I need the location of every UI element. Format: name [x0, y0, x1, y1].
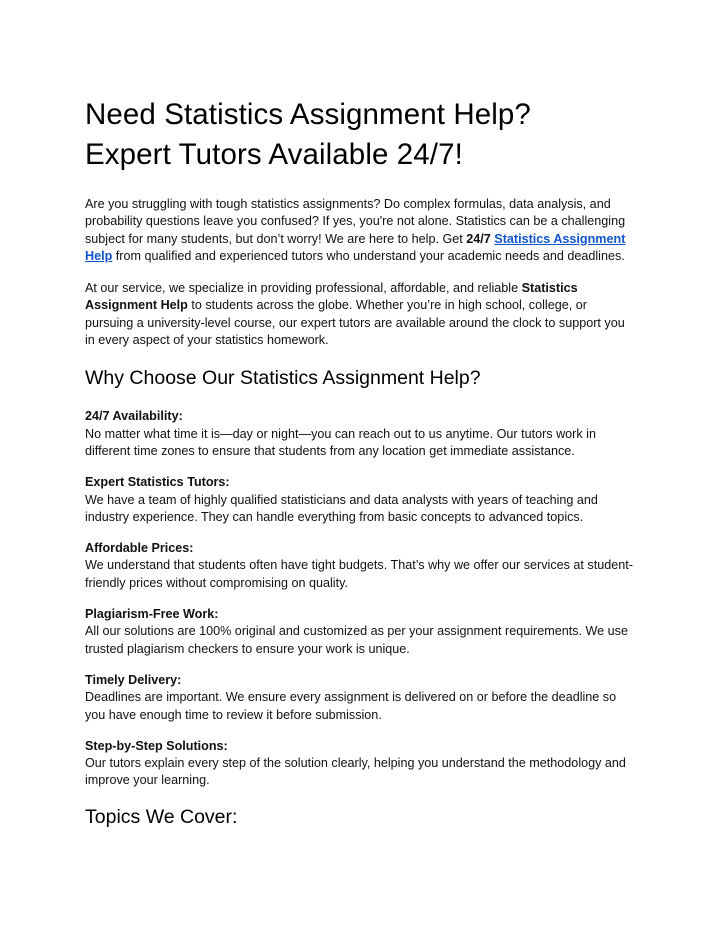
features-list — [85, 408, 635, 789]
feature-description: We have a team of highly qualified statisticians and data analysts with years of teaching and industry experience. They can handle everything from basic concepts to advanced topics. — [85, 492, 598, 524]
service-text-1: At our service, we specialize in providing professional, affordable, and reliable — [85, 281, 522, 296]
feature-availability — [85, 408, 635, 460]
feature-title: Timely Delivery: — [85, 672, 182, 687]
topics-heading: Topics We Cover: — [85, 805, 238, 828]
feature-title: Expert Statistics Tutors: — [85, 475, 230, 490]
intro-paragraph — [85, 196, 635, 265]
feature-title: Plagiarism-Free Work: — [85, 607, 219, 622]
statistics-assignment-help-link[interactable]: Statistics Assignment Help — [85, 231, 626, 263]
document-page — [85, 95, 635, 847]
page-title — [85, 95, 635, 175]
feature-description: Deadlines are important. We ensure every assignment is delivered on or before the deadline so you have enough time to review it before submission. — [85, 690, 617, 722]
intro-text-2: from qualified and experienced tutors who understand your academic needs and deadlines. — [112, 248, 625, 263]
feature-timely-delivery — [85, 672, 635, 724]
feature-description: We understand that students often have tight budgets. That’s why we offer our services at student-friendly prices without compromising on quality. — [85, 558, 633, 590]
feature-description: Our tutors explain every step of the solution clearly, helping you understand the methodology and improve your learning. — [85, 756, 626, 788]
feature-description: No matter what time it is—day or night—you can reach out to us anytime. Our tutors work in different time zones to ensure that students from any location get immediate assistance. — [85, 426, 596, 458]
service-bold: Statistics Assignment Help — [85, 281, 578, 313]
service-text-2: to students across the globe. Whether you’re in high school, college, or pursuing a university-level course, our expert tutors are available around the clock to support you in every aspect of your statistics homework. — [85, 298, 625, 348]
intro-bold-24-7: 24/7 — [466, 231, 491, 246]
feature-title: Affordable Prices: — [85, 541, 194, 556]
feature-step-by-step — [85, 738, 635, 790]
service-paragraph — [85, 280, 635, 349]
page-title-line-1: Need Statistics Assignment Help? — [85, 98, 531, 131]
feature-plagiarism-free — [85, 606, 635, 658]
intro-text-1: Are you struggling with tough statistics assignments? Do complex formulas, data analysis, and probability questions leave you confused? If yes, you're not alone. Statistics can be a challenging subject for many students, but don’t worry! We are here to help. Get — [85, 197, 626, 246]
feature-title: 24/7 Availability: — [85, 409, 183, 424]
feature-expert-tutors — [85, 474, 635, 526]
feature-description: All our solutions are 100% original and customized as per your assignment requirements. We use trusted plagiarism checkers to ensure your work is unique. — [85, 624, 628, 656]
page-title-line-2: Expert Tutors Available 24/7! — [85, 138, 463, 171]
feature-affordable-prices — [85, 540, 635, 592]
feature-title: Step-by-Step Solutions: — [85, 738, 228, 753]
why-choose-heading: Why Choose Our Statistics Assignment Help? — [85, 367, 481, 390]
